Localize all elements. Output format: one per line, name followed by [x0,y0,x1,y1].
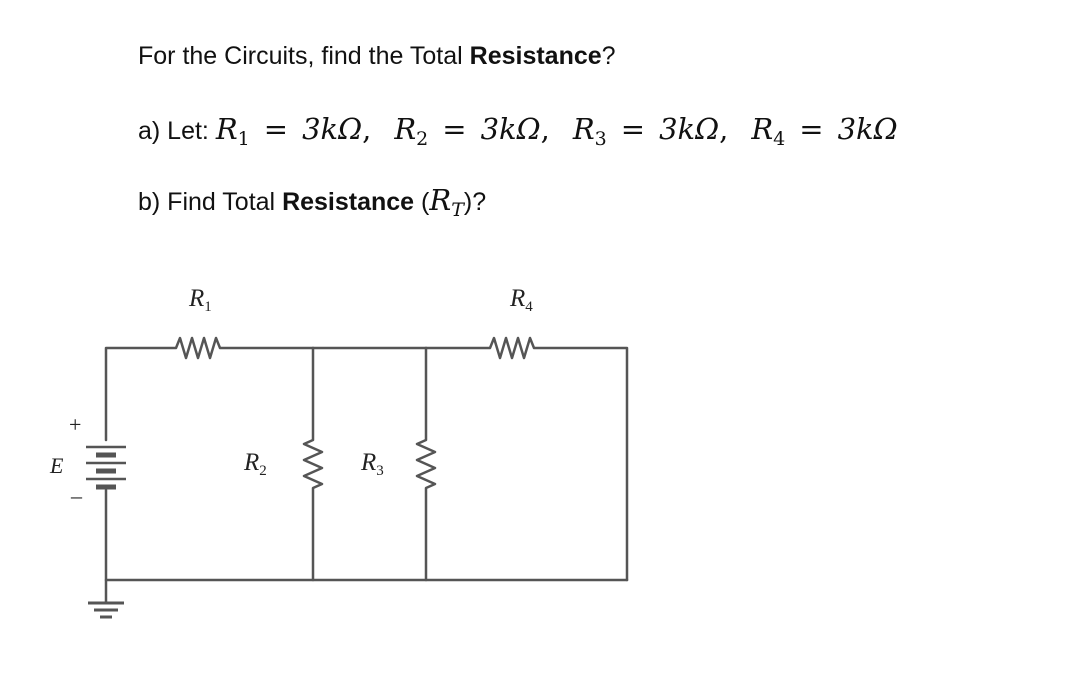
ground-icon [88,603,124,617]
r3-sub: 3 [594,128,607,150]
r4-symbol: R [751,112,774,146]
title-suffix: ? [601,42,616,70]
r3-label: $R_3$ [361,449,384,479]
r3-branch-wire [417,348,435,580]
title-bold: Resistance [469,42,602,70]
source-label: E [50,453,64,478]
r1-sub: 1 [237,128,250,150]
r2-sub: 2 [416,128,429,150]
r2-value: 3kΩ [480,112,541,146]
r2-comma: , [540,112,550,146]
minus-sign: – [71,483,82,508]
rt-symbol: R [429,183,452,217]
top-wire-left [106,338,313,440]
part-b-prefix: b) Find Total [138,188,283,216]
r4-value: 3kΩ [837,112,898,146]
r2-branch-wire [304,348,322,580]
r3-value: 3kΩ [659,112,720,146]
part-a-prefix: a) Let: [138,117,216,145]
title-prefix: For the Circuits, find the Total [138,42,470,70]
rt-sub: T [451,199,464,221]
part-b-bold: Resistance [282,188,415,216]
r2-symbol: R [394,112,417,146]
battery-symbol [86,447,126,487]
r1-equals: = [263,112,289,146]
plus-sign: + [69,412,82,437]
r1-label: $R_1$ [189,285,212,315]
r4-sub: 4 [773,128,786,150]
r3-symbol: R [572,112,595,146]
top-wire-right [426,338,627,580]
r1-comma: , [362,112,372,146]
r4-equals: = [799,112,824,146]
r3-equals: = [620,112,646,146]
r1-symbol: R [215,112,238,146]
r2-label: $R_2$ [244,449,267,479]
part-b-close: )? [463,188,487,216]
r3-comma: , [719,112,729,146]
part-b-open: ( [414,188,430,216]
bottom-wire [106,490,627,580]
r2-equals: = [442,112,467,146]
r1-value: 3kΩ [302,112,363,146]
r4-label: $R_4$ [510,285,533,315]
